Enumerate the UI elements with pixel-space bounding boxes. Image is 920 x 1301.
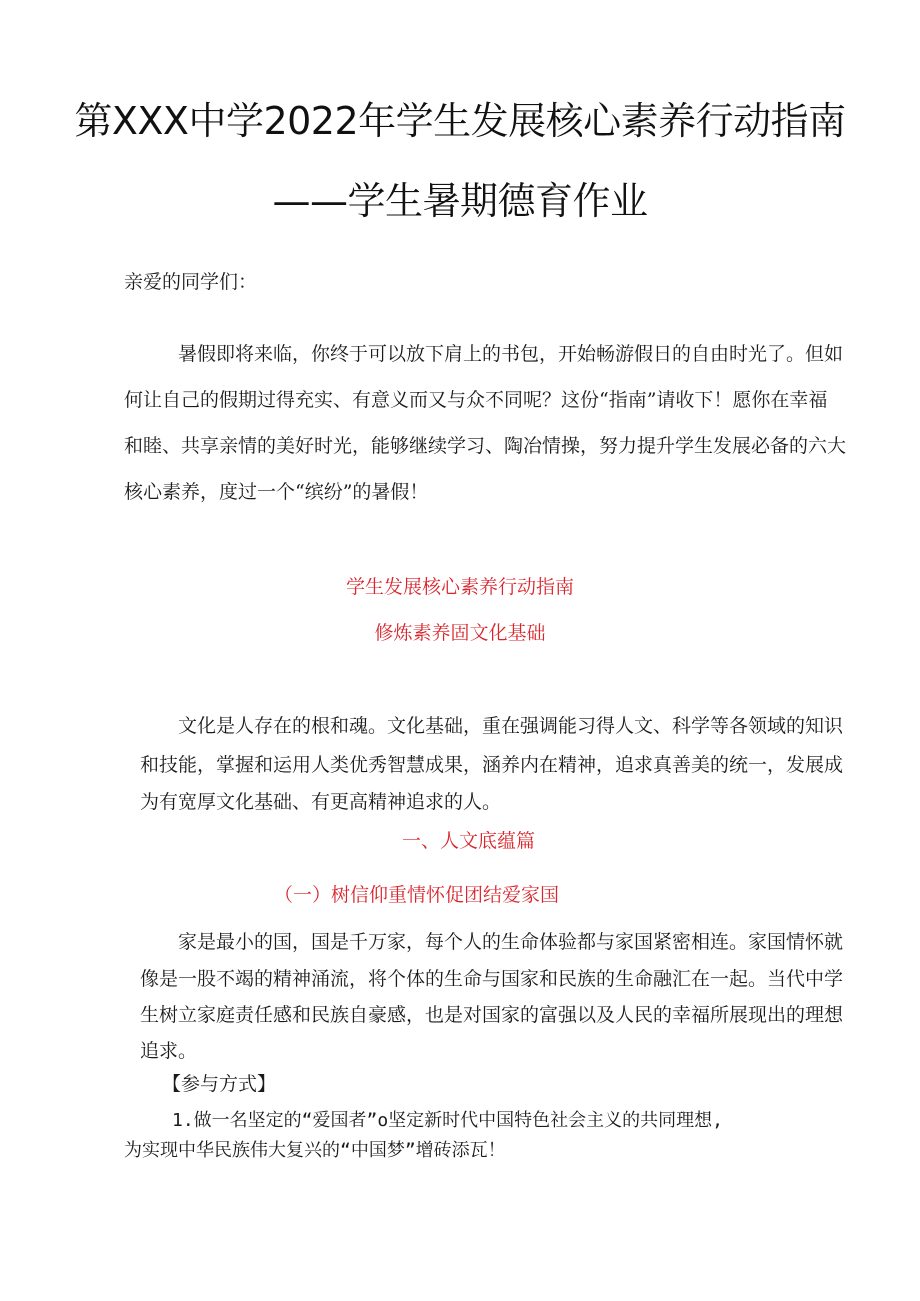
section-heading: 学生发展核心素养行动指南	[345, 576, 574, 598]
intro-line: 和睦、共享亲情的美好时光，能够继续学习、陶冶情操，努力提升学生发展必备的六大	[124, 435, 847, 457]
culture-line: 为有宽厚文化基础、有更高精神追求的人。	[140, 791, 502, 813]
family-line: 家是最小的国，国是千万家，每个人的生命体验都与家国紧密相连。家国情怀就	[178, 931, 844, 953]
intro-line: 核心素养，度过一个“缤纷”的暑假！	[124, 481, 429, 503]
document-title: 第XXX中学2022年学生发展核心素养行动指南	[74, 99, 846, 143]
greeting: 亲爱的同学们：	[124, 271, 258, 293]
section-subheading: 修炼素养固文化基础	[374, 622, 546, 644]
subsection-heading: （一）树信仰重情怀促团结爱家国	[274, 884, 560, 906]
culture-line: 和技能，掌握和运用人类优秀智慧成果，涵养内在精神，追求真善美的统一，发展成	[140, 754, 844, 776]
participation-item-continued: 为实现中华民族伟大复兴的“中国梦”增砖添瓦！	[124, 1140, 506, 1161]
intro-line: 何让自己的假期过得充实、有意义而又与众不同呢？这份“指南”请收下！愿你在幸福	[124, 389, 828, 411]
participation-label: 【参与方式】	[162, 1073, 277, 1095]
participation-item: 1.做一名坚定的“爱国者”o坚定新时代中国特色社会主义的共同理想,	[172, 1110, 724, 1131]
intro-line: 暑假即将来临，你终于可以放下肩上的书包，开始畅游假日的自由时光了。但如	[178, 343, 844, 365]
family-line: 生树立家庭责任感和民族自豪感，也是对国家的富强以及人民的幸福所展现出的理想	[140, 1004, 844, 1026]
culture-line: 文化是人存在的根和魂。文化基础，重在强调能习得人文、科学等各领域的知识	[178, 715, 844, 737]
chapter-heading: 一、人文底蕴篇	[402, 830, 536, 852]
document-subtitle: ——学生暑期德育作业	[272, 179, 648, 223]
family-line: 像是一股不竭的精神涌流，将个体的生命与国家和民族的生命融汇在一起。当代中学	[140, 968, 844, 990]
family-line: 追求。	[140, 1040, 198, 1062]
